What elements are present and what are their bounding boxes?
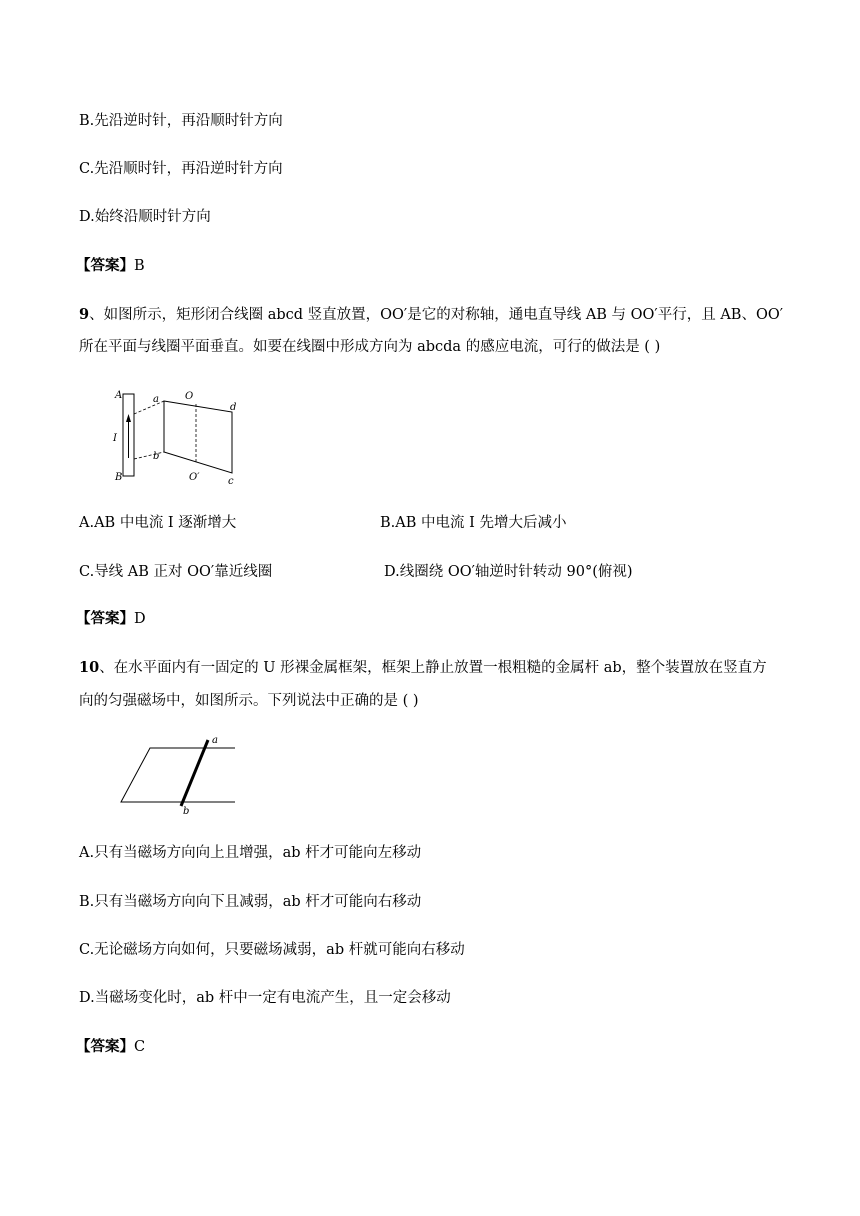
u-frame (121, 748, 235, 802)
metal-rod-ab (181, 740, 208, 806)
dashed-line-bottom (134, 452, 164, 459)
question-text: 、如图所示，矩形闭合线圈 abcd 竖直放置，OO′是它的对称轴，通电直导线 AB 与 OO′平行，且 AB、OO′ (89, 307, 784, 323)
dashed-line-top (134, 401, 164, 414)
q9-figure (108, 386, 248, 486)
label-I: I (113, 433, 117, 444)
label-B: B (115, 472, 123, 483)
answer-value: D (134, 611, 146, 627)
q10-option-d: D.当磁场变化时，ab 杆中一定有电流产生，且一定会移动 (79, 990, 451, 1006)
q9-option-c: C.导线 AB 正对 OO′靠近线圈 (79, 564, 273, 580)
q10-option-c: C.无论磁场方向如何，只要磁场减弱，ab 杆就可能向右移动 (79, 942, 465, 958)
answer-value: C (134, 1039, 146, 1055)
q10-stem-line1 (79, 658, 767, 678)
coil-abcd (164, 401, 232, 473)
label-A: A (115, 390, 123, 401)
q9-option-a: A.AB 中电流 I 逐渐增大 (79, 515, 237, 531)
answer-label: 【答案】 (76, 610, 134, 627)
q10-answer (76, 1037, 145, 1057)
label-a: a (153, 394, 159, 405)
q9-stem-line1 (79, 305, 783, 325)
q8-answer (76, 256, 145, 276)
label-O-prime: O′ (189, 472, 200, 483)
answer-value: B (134, 258, 145, 274)
q9-stem-line2: 所在平面与线圈平面垂直。如要在线圈中形成方向为 abcda 的感应电流，可行的做法是 ( ) (79, 339, 661, 355)
q10-option-a: A.只有当磁场方向向上且增强，ab 杆才可能向左移动 (79, 845, 422, 861)
question-number: 9 (79, 306, 90, 323)
q10-option-b: B.只有当磁场方向向下且减弱，ab 杆才可能向右移动 (79, 894, 422, 910)
q9-option-d: D.线圈绕 OO′轴逆时针转动 90°(俯视) (384, 564, 633, 580)
label-b: b (153, 451, 160, 462)
label-d: d (230, 402, 237, 413)
label-c: c (228, 476, 234, 486)
answer-label: 【答案】 (76, 257, 134, 274)
label-b: b (183, 806, 190, 816)
q10-stem-line2: 向的匀强磁场中，如图所示。下列说法中正确的是 ( ) (79, 693, 419, 709)
answer-label: 【答案】 (76, 1038, 134, 1055)
q8-option-b: B.先沿逆时针，再沿顺时针方向 (79, 113, 283, 129)
q9-option-b: B.AB 中电流 I 先增大后减小 (380, 515, 567, 531)
q9-answer (76, 609, 146, 629)
current-arrow-icon (126, 414, 131, 422)
q10-figure (115, 732, 245, 816)
label-O: O (185, 391, 194, 402)
q8-option-c: C.先沿顺时针，再沿逆时针方向 (79, 161, 283, 177)
label-a: a (212, 735, 218, 746)
q8-option-d: D.始终沿顺时针方向 (79, 209, 211, 225)
question-number: 10 (79, 659, 100, 676)
question-text: 、在水平面内有一固定的 U 形裸金属框架，框架上静止放置一根粗糙的金属杆 ab，整个装置放在竖直方 (99, 660, 767, 676)
